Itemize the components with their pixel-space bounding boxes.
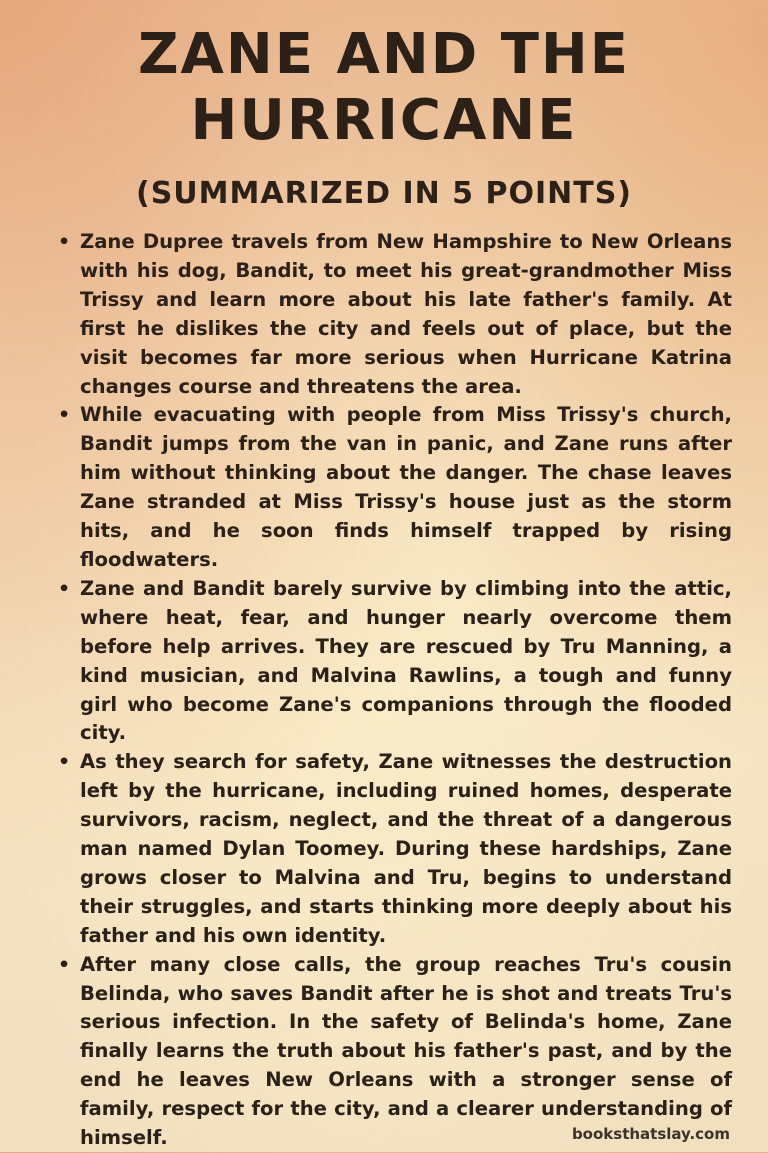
bullet-icon: •	[58, 751, 71, 774]
summary-point	[56, 228, 732, 401]
summary-point	[56, 575, 732, 748]
summary-point	[56, 748, 732, 950]
summary-point	[56, 401, 732, 574]
site-credit: booksthatslay.com	[571, 1125, 730, 1143]
bullet-icon: •	[58, 404, 71, 427]
summary-point-text: Zane and Bandit barely survive by climbing into the attic, where heat, fear, and hunger nearly overcome them before help arrives. They are rescued by Tru Manning, a kind musician, and Malvina Rawlins, a tough and funny girl who become Zane's companions through the flooded city.	[80, 576, 732, 745]
summary-points-list	[56, 228, 732, 1153]
bullet-icon: •	[58, 953, 71, 976]
page-title: ZANE AND THE HURRICANE	[137, 22, 631, 153]
summary-point-text: As they search for safety, Zane witnesses the destruction left by the hurricane, including ruined homes, desperate survivors, racism, neglect, and the threat of a dangerous man named Dylan Toomey. During these hardships, Zane grows closer to Malvina and Tru, begins to understand their struggles, and starts thinking more deeply about his father and his own identity.	[80, 750, 732, 947]
page-subtitle: (SUMMARIZED IN 5 POINTS)	[135, 176, 633, 211]
summary-point	[56, 951, 732, 1153]
summary-point-text: After many close calls, the group reaches Tru's cousin Belinda, who saves Bandit after he is shot and treats Tru's serious infection. In the safety of Belinda's home, Zane finally learns the truth about his father's past, and by the end he leaves New Orleans with a stronger sense of family, respect for the city, and a clearer understanding of himself.	[80, 952, 732, 1150]
bullet-icon: •	[58, 231, 71, 253]
summary-point-text: While evacuating with people from Miss Trissy's church, Bandit jumps from the van in panic, and Zane runs after him without thinking about the danger. The chase leaves Zane stranded at Miss Trissy's house just as the storm hits, and he soon finds himself trapped by rising floodwaters.	[80, 403, 732, 571]
bullet-icon: •	[58, 577, 71, 600]
summary-point-text: Zane Dupree travels from New Hampshire to New Orleans with his dog, Bandit, to meet his great-grandmother Miss Trissy and learn more about his late father's family. At first he dislikes the city and feels out of place, but the visit becomes far more serious when Hurricane Katrina changes course and threatens the area.	[80, 230, 732, 398]
